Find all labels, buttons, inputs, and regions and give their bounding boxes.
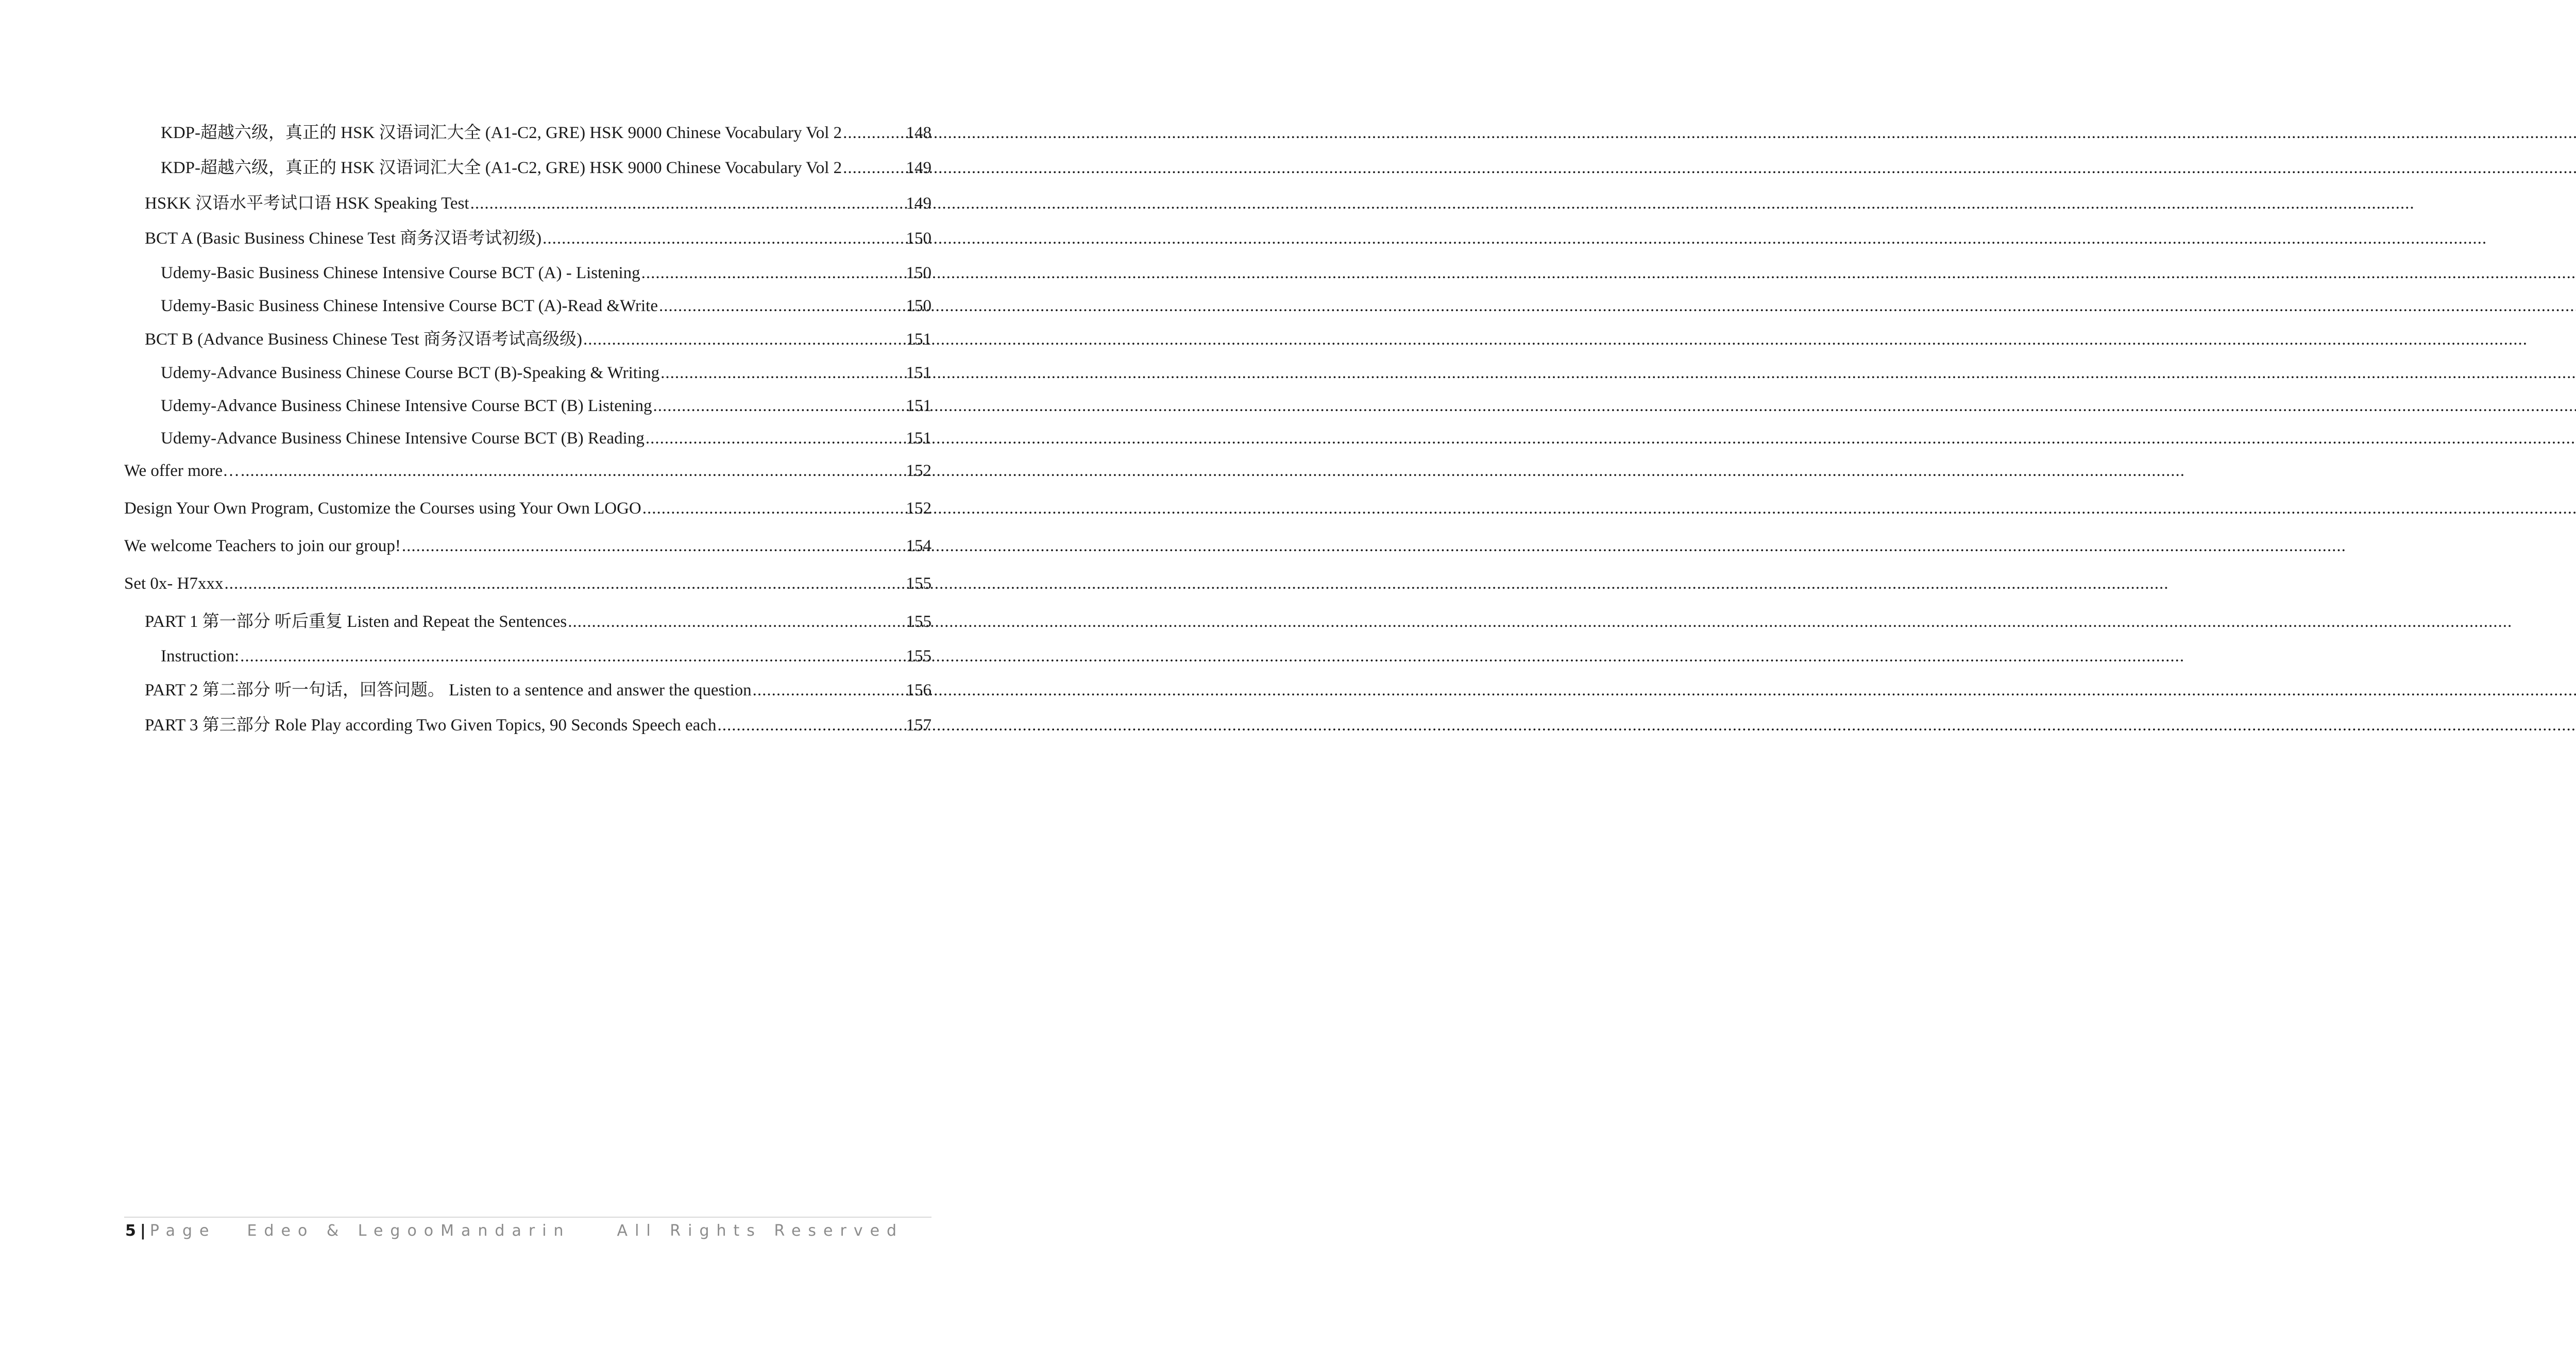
toc-entry-page: 151 [906,397,931,415]
toc-entry-page: 150 [906,297,931,315]
toc-entry[interactable] [124,536,931,556]
toc-entry[interactable] [124,498,931,519]
toc-leader-dots [543,228,904,249]
toc-entry-title: Design Your Own Program, Customize the Courses using Your Own LOGO [124,499,641,518]
toc-leader-dots [843,158,904,178]
toc-entry-page: 148 [906,124,931,142]
toc-entry[interactable] [124,428,931,449]
toc-leader-dots [843,123,904,143]
toc-entry-page: 151 [906,330,931,349]
toc-entry-page: 150 [906,264,931,282]
toc-entry-title: Udemy-Basic Business Chinese Intensive Course BCT (A) - Listening [161,264,640,282]
toc-leader-dots [240,646,904,667]
toc-leader-dots [470,193,904,214]
toc-entry-title: HSKK 汉语水平考试口语 HSK Speaking Test [145,194,469,213]
footer-publisher: Edeo & LegooMandarin [247,1222,571,1240]
toc-entry-page: 149 [906,159,931,177]
footer-divider [124,1217,931,1218]
toc-entry-title: Udemy-Advance Business Chinese Course BCT (B)-Speaking & Writing [161,364,660,382]
toc-entry[interactable] [124,228,931,249]
toc-entry-page: 154 [906,537,931,555]
toc-entry[interactable] [124,296,931,316]
toc-entry-page: 157 [906,716,931,735]
toc-entry-title: Instruction: [161,647,240,666]
toc-leader-dots [753,680,904,701]
toc-leader-dots [646,428,904,449]
page-footer [125,1221,904,1241]
toc-entry[interactable] [124,646,931,667]
toc-entry-title: BCT A (Basic Business Chinese Test 商务汉语考试初级) [145,229,542,248]
toc-entry[interactable] [124,611,931,632]
footer-rights: All Rights Reserved [617,1222,904,1240]
toc-entry-title: PART 3 第三部分 Role Play according Two Given Topics, 90 Seconds Speech each [145,716,717,735]
toc-entry-title: Udemy-Advance Business Chinese Intensive Course BCT (B) Reading [161,429,645,448]
toc-entry[interactable] [124,363,931,383]
toc-entry-title: Udemy-Advance Business Chinese Intensive Course BCT (B) Listening [161,397,652,415]
toc-leader-dots [641,263,904,283]
toc-entry[interactable] [124,573,931,594]
toc-entry-page: 152 [906,499,931,518]
toc-entry-title: We welcome Teachers to join our group! [124,537,401,555]
toc-leader-dots [241,460,904,481]
toc-entry-page: 155 [906,612,931,631]
toc-entry-title: PART 1 第一部分 听后重复 Listen and Repeat the Sentences [145,612,567,631]
toc-entry[interactable] [124,263,931,283]
toc-entry[interactable] [124,123,931,143]
footer-separator: | [140,1222,146,1240]
toc-entry-title: We offer more… [124,462,240,480]
toc-entry[interactable] [124,329,931,350]
toc-entry[interactable] [124,193,931,214]
toc-entry[interactable] [124,715,931,736]
footer-page-label: Page [149,1222,216,1240]
toc-entry-page: 149 [906,194,931,213]
toc-entry-page: 155 [906,574,931,593]
toc-leader-dots [642,498,904,519]
toc-entry-title: KDP-超越六级，真正的 HSK 汉语词汇大全 (A1-C2, GRE) HSK 9000 Chinese Vocabulary Vol 2 [161,124,842,142]
toc-entry-page: 156 [906,681,931,699]
toc-leader-dots [583,329,904,350]
toc-entry-title: Set 0x- H7xxx [124,574,224,593]
toc-entry[interactable] [124,460,931,481]
toc-entry-page: 151 [906,364,931,382]
toc-entry-page: 150 [906,229,931,248]
toc-entry-title: PART 2 第二部分 听一句话，回答问题。 Listen to a sentence and answer the question [145,681,752,699]
toc-leader-dots [653,396,904,416]
toc-leader-dots [568,611,904,632]
table-of-contents [124,123,931,736]
toc-leader-dots [717,715,904,736]
toc-entry-page: 155 [906,647,931,666]
toc-entry-page: 151 [906,429,931,448]
toc-entry[interactable] [124,158,931,178]
toc-entry[interactable] [124,396,931,416]
toc-leader-dots [402,536,904,556]
toc-leader-dots [225,573,904,594]
toc-entry-title: BCT B (Advance Business Chinese Test 商务汉语考试高级级) [145,330,582,349]
toc-entry-page: 152 [906,462,931,480]
footer-page-number: 5 [125,1222,137,1240]
toc-entry[interactable] [124,680,931,701]
toc-entry-title: Udemy-Basic Business Chinese Intensive Course BCT (A)-Read &Write [161,297,658,315]
toc-leader-dots [659,296,904,316]
toc-leader-dots [660,363,904,383]
toc-entry-title: KDP-超越六级，真正的 HSK 汉语词汇大全 (A1-C2, GRE) HSK 9000 Chinese Vocabulary Vol 2 [161,159,842,177]
